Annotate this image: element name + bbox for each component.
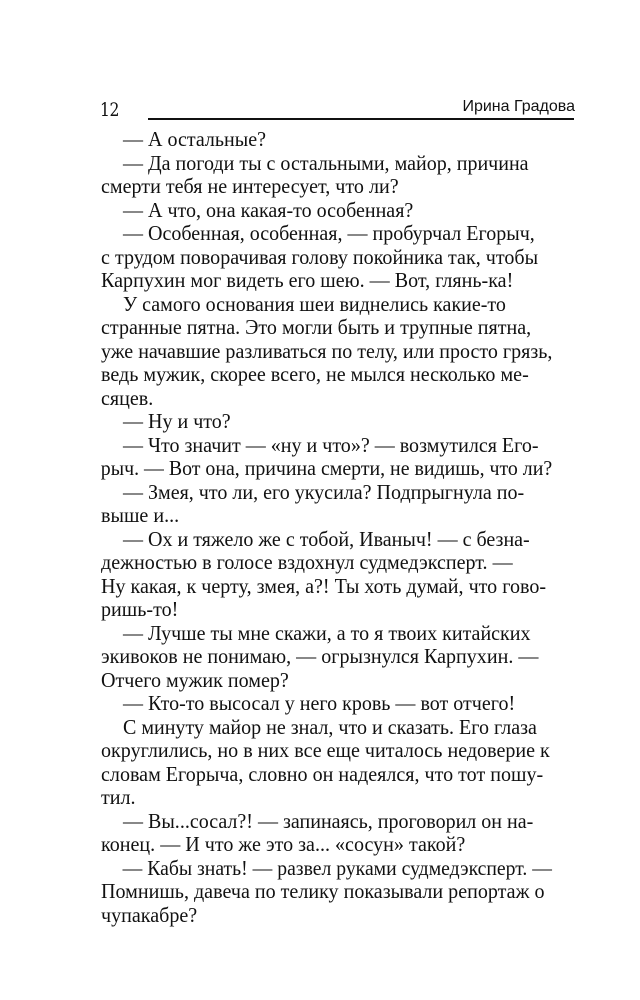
text-line: Ну какая, к черту, змея, а?! Ты хоть думай, что гово- bbox=[101, 573, 547, 598]
text-line: — Особенная, особенная, — пробурчал Егорыч, bbox=[122, 221, 535, 245]
paragraph bbox=[102, 410, 574, 434]
text-line: — Ну и что? bbox=[122, 409, 231, 433]
text-line: рыч. — Вот она, причина смерти, не видишь, что ли? bbox=[100, 456, 553, 480]
paragraph bbox=[102, 152, 574, 199]
page-number: 12 bbox=[100, 99, 120, 121]
text-line: — А что, она какая-то особенная? bbox=[122, 197, 414, 222]
paragraph bbox=[102, 199, 574, 223]
paragraph bbox=[102, 857, 574, 928]
text-line: уже начавшие разливаться по телу, или просто грязь, bbox=[100, 338, 553, 363]
text-line: С минуту майор не знал, что и сказать. Его глаза bbox=[122, 714, 537, 739]
text-line: выше и... bbox=[101, 503, 180, 527]
paragraph bbox=[102, 222, 574, 293]
body-text bbox=[102, 128, 574, 927]
text-line: Помнишь, давеча по телику показывали репортаж о bbox=[101, 879, 545, 903]
header-rule bbox=[148, 118, 574, 120]
text-line: — Ох и тяжело же с тобой, Иваныч! — с безна- bbox=[122, 526, 530, 551]
text-line: Карпухин мог видеть его шею. — Вот, глянь-ка! bbox=[101, 268, 514, 292]
paragraph bbox=[102, 692, 574, 716]
text-line: У самого основания шеи виднелись какие-то bbox=[122, 291, 506, 316]
paragraph bbox=[102, 622, 574, 693]
paragraph bbox=[102, 128, 574, 152]
paragraph bbox=[102, 481, 574, 528]
text-line: сяцев. bbox=[101, 385, 154, 410]
text-line: странные пятна. Это могли быть и трупные пятна, bbox=[101, 315, 532, 339]
text-line: — А остальные? bbox=[122, 127, 266, 151]
text-line: — Да погоди ты с остальными, майор, причина bbox=[122, 150, 529, 175]
text-line: округлились, но в них все еще читалось недоверие к bbox=[101, 738, 550, 762]
paragraph bbox=[102, 434, 574, 481]
running-head bbox=[100, 98, 575, 122]
text-line: с трудом поворачивая голову покойника так, чтобы bbox=[101, 244, 539, 269]
paragraph bbox=[102, 528, 574, 622]
text-line: Отчего мужик помер? bbox=[101, 667, 289, 692]
paragraph bbox=[102, 716, 574, 810]
text-line: ришь-то! bbox=[101, 597, 179, 621]
text-line: — Кто-то высосал у него кровь — вот отчего! bbox=[122, 691, 516, 715]
text-line: тил. bbox=[101, 785, 136, 809]
text-line: — Змея, что ли, его укусила? Подпрыгнула по- bbox=[122, 479, 525, 504]
text-line: — Вы...сосал?! — запинаясь, проговорил он на- bbox=[122, 808, 534, 833]
paragraph bbox=[102, 810, 574, 857]
text-line: словам Егорыча, словно он надеялся, что тот пошу- bbox=[101, 761, 544, 786]
text-line: конец. — И что же это за... «сосун» такой? bbox=[101, 832, 466, 856]
text-line: чупакабре? bbox=[101, 902, 198, 927]
text-line: ведь мужик, скорее всего, не мылся несколько ме- bbox=[101, 362, 529, 386]
text-line: экивоков не понимаю, — огрызнулся Карпухин. — bbox=[101, 644, 539, 668]
text-line: — Лучше ты мне скажи, а то я твоих китайских bbox=[122, 620, 531, 645]
author-name: Ирина Градова bbox=[462, 98, 575, 115]
text-line: смерти тебя не интересует, что ли? bbox=[101, 174, 399, 198]
text-line: дежностью в голосе вздохнул судмедэксперт. — bbox=[101, 550, 513, 574]
text-line: — Кабы знать! — развел руками судмедэксперт. — bbox=[122, 855, 552, 880]
text-line: — Что значит — «ну и что»? — возмутился Его- bbox=[122, 432, 539, 457]
paragraph bbox=[102, 293, 574, 411]
